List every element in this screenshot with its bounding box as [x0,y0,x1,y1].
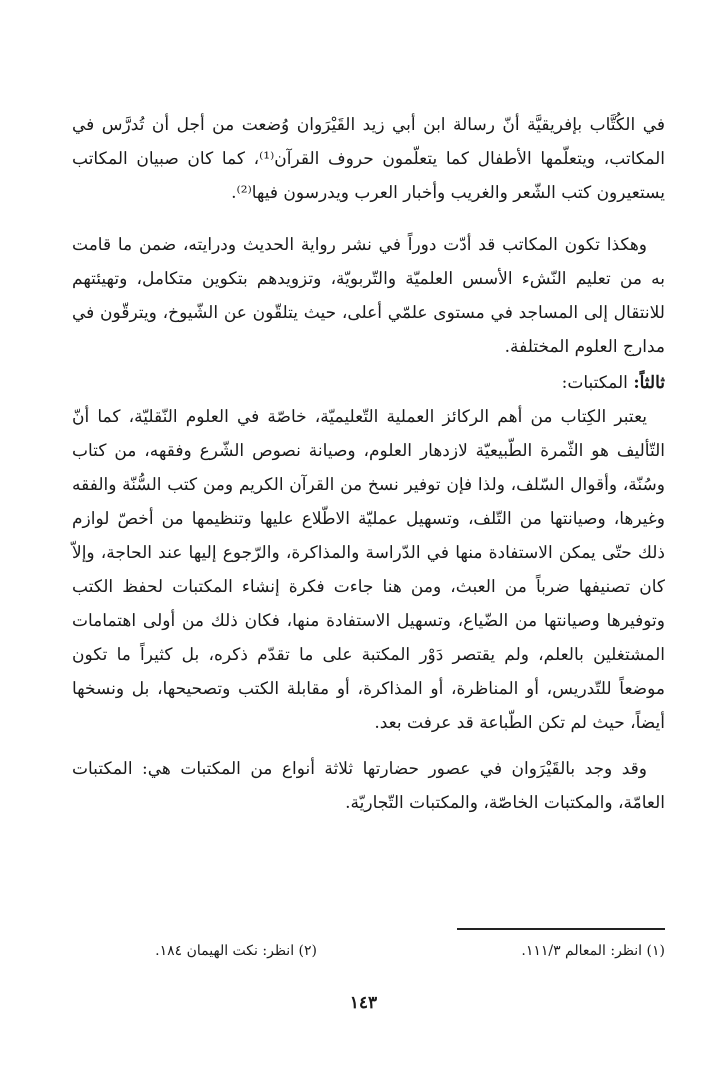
section-heading [72,366,665,400]
footnote-2: (٢) انظر: نكت الهيمان ١٨٤. [155,943,317,959]
footnote-divider [457,928,665,930]
section-heading-label: ثالثاً: [633,373,665,393]
paragraph-3: يعتبر الكِتاب من أهم الركائز العملية التّعليميّة، خاصّة في العلوم النّقليّة، كما أنّ التّأليف هو الثّمرة الطّبيعيّة لازدهار العلوم، وصيانة نصوص الشّرع وفقهه، من كتاب وسُنّة، وأقوال السّلف، ولذا فإن توفير نسخ من القرآن الكريم ومن كتب السُّنّة والفقه وغيرها، وصيانتها من التّلف، وتسهيل عمليّة الاطّلاع عليها وتنظيمها من أخصّ لوازم ذلك حتّى يمكن الاستفادة منها في الدّراسة والمذاكرة، والرّجوع إليها عند الحاجة، وإلاّ كان تصنيفها ضرباً من العبث، ومن هنا جاءت فكرة إنشاء المكتبات لحفظ الكتب وتوفيرها وصيانتها من الضّياع، وتسهيل الاستفادة منها، فكان ذلك من أولى اهتمامات المشتغلين بالعلم، ولم يقتصر دَوْر المكتبة على ما تقدّم ذكره، بل كثيراً ما تكون موضعاً للتّدريس، أو المناظرة، أو المذاكرة، أو مقابلة الكتب وتصحيحها، بل ونسخها أيضاً، حيث لم تكن الطّباعة قد عرفت بعد. [72,407,665,733]
section-heading-text: المكتبات: [561,373,634,393]
paragraph-1: في الكُتَّاب بإفريقيَّة أنّ رسالة ابن أبي زيد القَيْرَوان وُضعت من أجل أن تُدرَّس في المكاتب، ويتعلّمها الأطفال كما يتعلّمون حروف القرآن⁽¹⁾، كما كان صبيان المكاتب يستعيرون كتب الشّعر والغريب وأخبار العرب ويدرسون فيها⁽²⁾. [72,115,666,203]
footnotes [72,934,665,968]
paragraph-2: وهكذا تكون المكاتب قد أدّت دوراً في نشر رواية الحديث ودرايته، ضمن ما قامت به من تعليم النّشء الأسس العلميّة والتّربويّة، وتزويدهم بتكوين متكامل، وتهيئتهم للانتقال إلى المساجد في مستوى علمّي أعلى، حيث يتلقّون عن الشّيوخ، ويترقّون في مدارج العلوم المختلفة. [72,235,665,357]
footnote-1: (١) انظر: المعالم ١١١/٣. [521,943,665,959]
main-text [72,108,665,820]
page-number: ١٤٣ [349,993,378,1013]
paragraph-4: وقد وجد بالقَيْرَوان في عصور حضارتها ثلاثة أنواع من المكتبات هي: المكتبات العامّة، والمكتبات الخاصّة، والمكتبات التّجاريّة. [72,759,665,813]
